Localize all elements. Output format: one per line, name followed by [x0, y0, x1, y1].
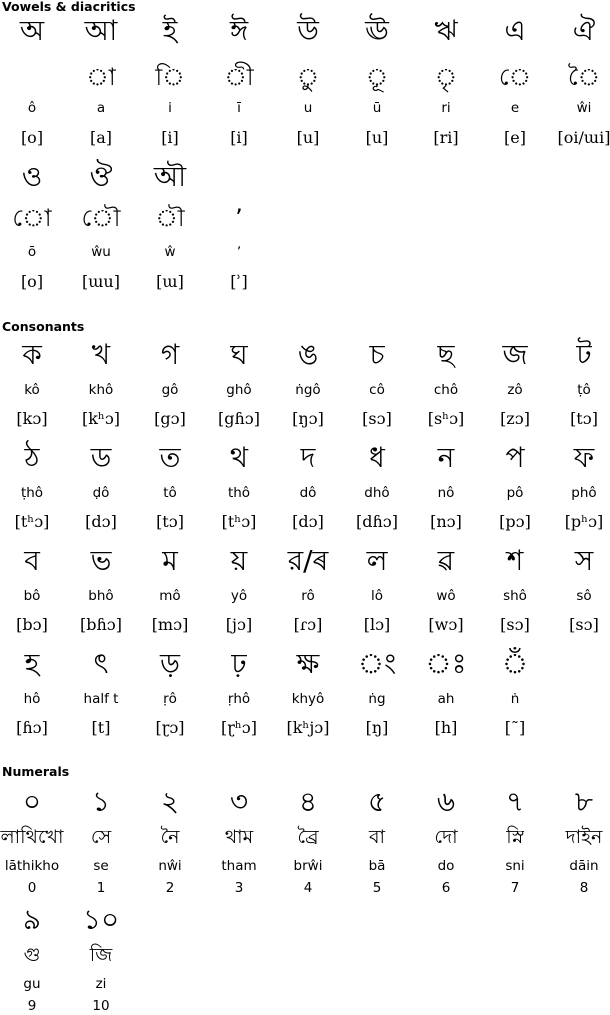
consonant-ipa-row-4-cell: [ŋ] [365, 718, 389, 737]
consonant-ipa-row-4-cell: [ɽʰɔ] [220, 718, 257, 737]
consonant-ipa-row-3-cell: [wɔ] [428, 615, 464, 634]
numeral-values-row-1-cell: 8 [579, 880, 589, 896]
numeral-digits-row-1-cell: ২ [160, 785, 180, 818]
consonant-ipa-row-3-cell: [bɔ] [16, 615, 48, 634]
consonant-translit-row-2-cell: ḍô [92, 485, 110, 501]
numeral-translit-row-1-cell: lāthikho [4, 858, 60, 874]
vowel-diacritics-row-1-cell: ◌ূ [365, 63, 389, 91]
numeral-translit-row-1-cell: bā [368, 858, 386, 874]
numeral-translit-row-1-cell: nŵi [158, 858, 182, 874]
consonant-ipa-row-3-cell: [ɾɔ] [293, 615, 323, 634]
numeral-values-row-1-cell: 2 [165, 880, 175, 896]
numeral-values-row-1-cell: 5 [372, 880, 382, 896]
vowel-ipa-row-1-cell: [i] [161, 128, 179, 147]
consonant-ipa-row-3-cell: [mɔ] [151, 615, 189, 634]
vowel-letters-row-1-cell: ঋ [434, 14, 458, 47]
vowel-ipa-row-1-cell: [i] [230, 128, 248, 147]
consonant-ipa-row-2-cell: [dɔ] [85, 512, 117, 531]
consonant-ipa-row-2-cell: [tʰɔ] [14, 512, 50, 531]
vowel-diacritics-row-1-cell: ◌ে [498, 63, 532, 91]
numeral-values-row-1-cell: 3 [234, 880, 244, 896]
consonant-ipa-row-2-cell: [tʰɔ] [221, 512, 257, 531]
consonant-letters-row-1-cell: চ [369, 338, 385, 371]
numeral-digits-row-2-cell: ১০ [82, 903, 120, 936]
numeral-words-row-2-cell: গু [23, 944, 41, 966]
vowel-ipa-row-2-cell: [o] [20, 272, 44, 291]
consonant-translit-row-1-cell: ghô [226, 382, 252, 398]
consonant-translit-row-1-cell: khô [88, 382, 114, 398]
numeral-words-row-1-cell: নৈ [160, 826, 180, 848]
consonant-ipa-row-3-cell: [sɔ] [500, 615, 530, 634]
vowel-translit-row-2-cell: ʼ [236, 244, 242, 260]
consonant-ipa-row-2-cell: [dɔ] [292, 512, 324, 531]
vowel-letters-row-1-cell: উ [297, 14, 319, 47]
consonant-translit-row-4-cell: ṅg [368, 691, 386, 707]
consonant-letters-row-2-cell: ড [90, 441, 112, 474]
vowel-translit-row-2-cell: ŵ [164, 244, 176, 260]
consonant-ipa-row-3-cell: [lɔ] [363, 615, 391, 634]
numeral-translit-row-1-cell: sni [505, 858, 525, 874]
consonant-translit-row-2-cell: dô [299, 485, 317, 501]
consonant-letters-row-3-cell: য় [230, 544, 248, 577]
consonant-letters-row-1-cell: ঙ [297, 338, 319, 371]
numeral-translit-row-1-cell: tham [221, 858, 257, 874]
consonant-letters-row-4-cell: ◌ং [357, 647, 397, 680]
numeral-words-row-1-cell: বা [368, 826, 386, 848]
consonant-translit-row-4-cell: half t [83, 691, 119, 707]
numeral-words-row-1-cell: দো [434, 826, 458, 848]
numeral-digits-row-1-cell: ৬ [436, 785, 456, 818]
consonant-ipa-row-1-cell: [tɔ] [570, 409, 598, 428]
consonant-translit-row-1-cell: gô [161, 382, 179, 398]
vowel-translit-row-1-cell: a [96, 100, 106, 116]
consonant-translit-row-3-cell: bhô [88, 588, 114, 604]
vowel-translit-row-1-cell: u [303, 100, 313, 116]
numeral-values-row-1-cell: 4 [303, 880, 313, 896]
consonant-letters-row-3-cell: ম [162, 544, 178, 577]
consonant-translit-row-2-cell: phô [571, 485, 597, 501]
vowel-ipa-row-1-cell: [o] [20, 128, 44, 147]
vowel-diacritics-row-1-cell: ◌ু [296, 63, 320, 91]
consonant-letters-row-1-cell: ট [576, 338, 592, 371]
vowel-translit-row-2-cell: ŵu [91, 244, 111, 260]
consonant-letters-row-2-cell: ন [437, 441, 455, 474]
vowel-letters-row-2-cell: ও [21, 160, 43, 193]
numeral-words-row-1-cell: স্নি [506, 826, 524, 848]
consonant-letters-row-3-cell: ৱ [437, 544, 455, 577]
consonant-letters-row-3-cell: ল [366, 544, 388, 577]
vowel-translit-row-1-cell: ri [441, 100, 451, 116]
consonant-translit-row-2-cell: nô [437, 485, 455, 501]
consonant-letters-row-1-cell: ছ [437, 338, 455, 371]
consonant-ipa-row-1-cell: [kɔ] [16, 409, 48, 428]
consonant-translit-row-2-cell: pô [506, 485, 524, 501]
consonant-translit-row-3-cell: bô [23, 588, 41, 604]
vowel-translit-row-1-cell: i [168, 100, 172, 116]
consonant-letters-row-3-cell: ভ [90, 544, 112, 577]
vowel-translit-row-1-cell: ī [237, 100, 241, 116]
vowel-letters-row-1-cell: ঐ [572, 14, 596, 47]
consonant-ipa-row-4-cell: [kʰjɔ] [286, 718, 330, 737]
consonant-ipa-row-1-cell: [ŋɔ] [292, 409, 324, 428]
consonant-letters-row-4-cell: ◌ঁ [501, 647, 529, 680]
consonant-letters-row-4-cell: ড় [160, 647, 180, 680]
consonant-translit-row-1-cell: chô [433, 382, 459, 398]
numeral-translit-row-1-cell: do [437, 858, 455, 874]
numeral-values-row-2-cell: 10 [92, 998, 110, 1014]
consonant-translit-row-2-cell: ṭhô [20, 485, 44, 501]
numeral-translit-row-1-cell: se [93, 858, 109, 874]
numeral-words-row-1-cell: থাম [224, 826, 254, 848]
consonant-ipa-row-4-cell: [t] [91, 718, 111, 737]
numeral-translit-row-2-cell: zi [95, 976, 107, 992]
numeral-translit-row-1-cell: brŵi [293, 858, 323, 874]
consonant-translit-row-3-cell: lô [370, 588, 383, 604]
vowel-letters-row-1-cell: আ [84, 14, 118, 47]
numerals-heading: Numerals [2, 764, 70, 779]
numeral-digits-row-1-cell: ৩ [229, 785, 249, 818]
vowel-translit-row-2-cell: ō [27, 244, 37, 260]
consonant-ipa-row-3-cell: [bɦɔ] [80, 615, 122, 634]
consonant-ipa-row-4-cell: [ɽɔ] [155, 718, 185, 737]
consonant-letters-row-3-cell: র/ৰ [287, 544, 329, 577]
consonant-translit-row-3-cell: wô [436, 588, 456, 604]
consonant-translit-row-4-cell: ṅ [510, 691, 520, 707]
vowel-ipa-row-1-cell: [ri] [433, 128, 459, 147]
vowel-diacritics-row-1-cell: ◌ী [224, 63, 254, 91]
numeral-values-row-1-cell: 0 [27, 880, 37, 896]
vowel-translit-row-1-cell: e [510, 100, 520, 116]
numeral-translit-row-1-cell: dāin [569, 858, 599, 874]
numeral-words-row-1-cell: সে [90, 826, 112, 848]
numeral-words-row-1-cell: লাথিখো [0, 826, 64, 848]
vowel-translit-row-1-cell: ū [372, 100, 382, 116]
vowel-letters-row-1-cell: এ [504, 14, 526, 47]
numeral-digits-row-1-cell: ৫ [367, 785, 387, 818]
numeral-digits-row-1-cell: ১ [91, 785, 111, 818]
consonant-translit-row-4-cell: ah [437, 691, 455, 707]
vowel-diacritics-row-1-cell: ◌ৈ [567, 63, 601, 91]
numeral-values-row-2-cell: 9 [27, 998, 37, 1014]
consonant-ipa-row-4-cell: [h] [434, 718, 458, 737]
numeral-digits-row-1-cell: ৮ [574, 785, 594, 818]
numeral-digits-row-1-cell: ০ [22, 785, 42, 818]
consonant-translit-row-2-cell: dhô [364, 485, 390, 501]
consonant-ipa-row-2-cell: [pʰɔ] [564, 512, 604, 531]
vowel-diacritics-row-2-cell: ◌ৗ [155, 204, 185, 232]
consonant-translit-row-2-cell: thô [227, 485, 251, 501]
consonant-letters-row-2-cell: থ [229, 441, 249, 474]
consonant-ipa-row-1-cell: [sʰɔ] [427, 409, 465, 428]
consonant-ipa-row-3-cell: [sɔ] [569, 615, 599, 634]
vowel-letters-row-1-cell: ঈ [229, 14, 249, 47]
consonant-ipa-row-4-cell: [ɦɔ] [16, 718, 48, 737]
consonant-letters-row-1-cell: খ [91, 338, 111, 371]
vowel-letters-row-2-cell: ঔ [89, 160, 113, 193]
consonant-ipa-row-2-cell: [nɔ] [430, 512, 462, 531]
consonant-letters-row-1-cell: জ [502, 338, 528, 371]
numeral-digits-row-2-cell: ৯ [22, 903, 42, 936]
consonant-translit-row-1-cell: kô [24, 382, 40, 398]
consonant-letters-row-3-cell: স [574, 544, 594, 577]
numeral-values-row-1-cell: 1 [96, 880, 106, 896]
consonant-translit-row-3-cell: sô [576, 588, 592, 604]
consonants-heading: Consonants [2, 319, 85, 334]
consonant-letters-row-2-cell: ঠ [24, 441, 40, 474]
consonant-letters-row-2-cell: প [505, 441, 525, 474]
vowel-ipa-row-2-cell: [ɯ] [156, 272, 184, 291]
vowel-ipa-row-1-cell: [u] [365, 128, 389, 147]
consonant-letters-row-4-cell: ঢ় [231, 647, 247, 680]
vowel-letters-row-1-cell: অ [19, 14, 45, 47]
consonant-translit-row-1-cell: cô [369, 382, 385, 398]
consonant-translit-row-3-cell: shô [503, 588, 527, 604]
numeral-digits-row-1-cell: ৪ [298, 785, 318, 818]
consonant-letters-row-4-cell: ৎ [93, 647, 109, 680]
consonant-translit-row-4-cell: ṛô [163, 691, 177, 707]
consonant-translit-row-4-cell: ṛhô [227, 691, 251, 707]
consonant-ipa-row-3-cell: [jɔ] [225, 615, 253, 634]
consonant-ipa-row-1-cell: [zɔ] [500, 409, 530, 428]
vowel-translit-row-1-cell: ŵi [576, 100, 592, 116]
consonant-letters-row-2-cell: ফ [573, 441, 595, 474]
numeral-words-row-1-cell: দাইন [565, 826, 603, 848]
consonant-ipa-row-1-cell: [gɦɔ] [218, 409, 260, 428]
consonant-letters-row-3-cell: শ [506, 544, 524, 577]
consonant-letters-row-1-cell: ঘ [230, 338, 248, 371]
vowel-ipa-row-1-cell: [u] [296, 128, 320, 147]
consonant-letters-row-3-cell: ব [24, 544, 40, 577]
consonant-translit-row-3-cell: rô [301, 588, 315, 604]
vowel-diacritics-row-2-cell: ◌ো [12, 204, 52, 232]
consonant-letters-row-2-cell: ধ [369, 441, 385, 474]
numeral-words-row-1-cell: ব্রৈ [297, 826, 319, 848]
vowel-ipa-row-2-cell: [ʾ] [230, 272, 248, 291]
vowel-diacritics-row-1-cell: ◌া [86, 63, 116, 91]
consonant-translit-row-4-cell: khyô [291, 691, 325, 707]
vowels-heading: Vowels & diacritics [2, 0, 136, 14]
consonant-ipa-row-2-cell: [tɔ] [156, 512, 184, 531]
consonant-translit-row-1-cell: ṭô [577, 382, 591, 398]
vowel-translit-row-1-cell: ô [27, 100, 37, 116]
numeral-words-row-2-cell: জি [89, 944, 113, 966]
vowel-diacritics-row-2-cell: ʼ [235, 204, 243, 232]
consonant-letters-row-1-cell: গ [160, 338, 180, 371]
vowel-ipa-row-1-cell: [e] [504, 128, 526, 147]
numeral-translit-row-2-cell: gu [23, 976, 41, 992]
numeral-values-row-1-cell: 7 [510, 880, 520, 896]
consonant-letters-row-2-cell: ত [159, 441, 181, 474]
consonant-translit-row-3-cell: mô [159, 588, 181, 604]
numeral-values-row-1-cell: 6 [441, 880, 451, 896]
vowel-ipa-row-1-cell: [a] [89, 128, 113, 147]
consonant-ipa-row-2-cell: [dɦɔ] [356, 512, 398, 531]
vowel-diacritics-row-2-cell: ◌ৌ [81, 204, 121, 232]
vowel-ipa-row-2-cell: [ɯu] [82, 272, 120, 291]
consonant-translit-row-3-cell: yô [230, 588, 248, 604]
consonant-letters-row-4-cell: ক্ষ [296, 647, 320, 680]
vowel-ipa-row-1-cell: [oi/ɯi] [557, 128, 610, 147]
vowel-diacritics-row-1-cell: ◌ৃ [434, 63, 458, 91]
numeral-digits-row-1-cell: ৭ [505, 785, 525, 818]
consonant-ipa-row-1-cell: [gɔ] [154, 409, 186, 428]
consonant-translit-row-4-cell: hô [23, 691, 41, 707]
consonant-letters-row-4-cell: হ [24, 647, 40, 680]
consonant-translit-row-1-cell: zô [507, 382, 523, 398]
consonant-letters-row-4-cell: ◌ঃ [425, 647, 467, 680]
consonant-letters-row-1-cell: ক [22, 338, 42, 371]
vowel-letters-row-2-cell: অৗ [153, 160, 187, 193]
consonant-ipa-row-4-cell: [˜] [504, 718, 526, 737]
consonant-translit-row-1-cell: ṅgô [295, 382, 321, 398]
consonant-ipa-row-2-cell: [pɔ] [499, 512, 531, 531]
vowel-diacritics-row-1-cell: ◌ি [155, 63, 185, 91]
consonant-ipa-row-1-cell: [sɔ] [362, 409, 392, 428]
consonant-translit-row-2-cell: tô [163, 485, 177, 501]
consonant-ipa-row-1-cell: [kʰɔ] [81, 409, 121, 428]
vowel-letters-row-1-cell: ঊ [365, 14, 389, 47]
consonant-letters-row-2-cell: দ [300, 441, 316, 474]
vowel-letters-row-1-cell: ই [162, 14, 178, 47]
